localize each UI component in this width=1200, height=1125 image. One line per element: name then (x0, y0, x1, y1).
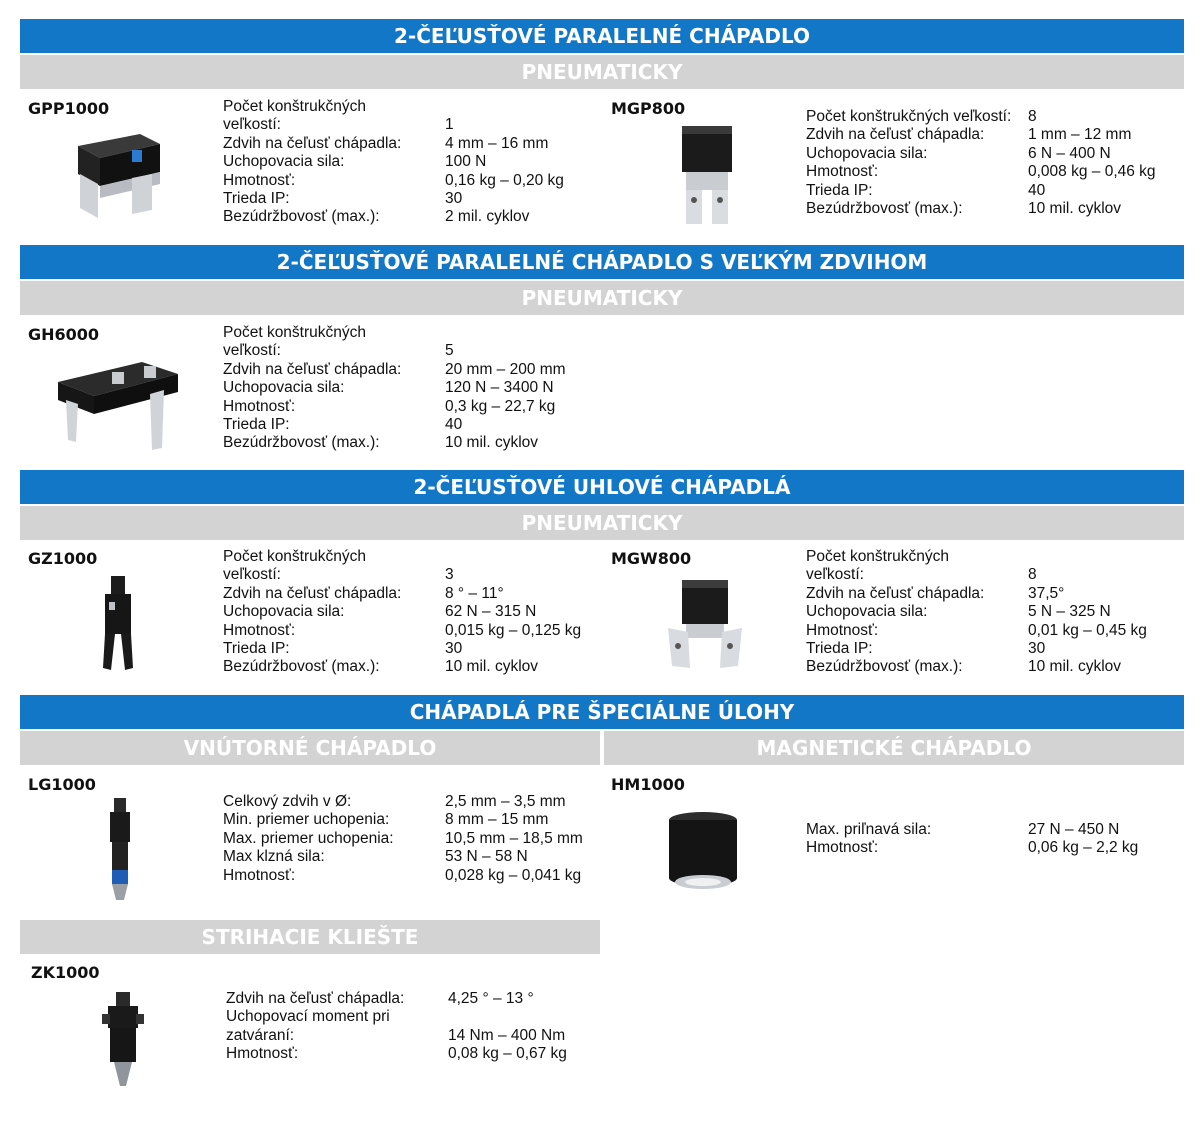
spec-row (223, 830, 583, 848)
spec-row (223, 190, 564, 208)
spec-label: Zdvih na čeľusť chápadla: (226, 990, 405, 1007)
spec-value: 4 mm – 16 mm (445, 134, 549, 152)
spec-label: Trieda IP: (223, 640, 290, 658)
spec-label: Zdvih na čeľusť chápadla: (806, 584, 985, 602)
spec-row (806, 839, 1138, 857)
mgw800-gripper-image (664, 576, 746, 676)
section-subtitle-bottom: STRIHACIE KLIEŠTE (20, 920, 600, 954)
spec-label: Max. priemer uchopenia: (223, 829, 394, 847)
zk1000-specs (226, 990, 567, 1064)
gpp1000-gripper-image (70, 128, 165, 223)
spec-value: 0,08 kg – 0,67 kg (448, 1045, 567, 1063)
spec-label: Uchopovací moment pri zatváraní: (226, 1008, 390, 1044)
spec-label: Bezúdržbovosť (max.): (806, 658, 963, 676)
spec-value: 10 mil. cyklov (445, 434, 539, 452)
spec-value: 40 (445, 416, 463, 434)
spec-label: Uchopovacia sila: (223, 153, 345, 171)
spec-label: Zdvih na čeľusť chápadla: (223, 134, 402, 152)
spec-value: 3 (445, 566, 454, 584)
spec-value: 37,5° (1028, 584, 1065, 602)
spec-label: Počet konštrukčných veľkostí: (223, 324, 367, 360)
section-subtitle-right: MAGNETICKÉ CHÁPADLO (604, 731, 1184, 765)
gpp1000-specs (223, 98, 564, 227)
spec-row (806, 548, 1147, 585)
spec-label: Počet konštrukčných veľkostí: (806, 108, 1012, 125)
spec-row (223, 153, 564, 171)
spec-label: Max klzná sila: (223, 848, 325, 866)
spec-row (223, 811, 583, 829)
spec-value: 27 N – 450 N (1028, 821, 1120, 838)
zk1000-gripper-image (100, 990, 146, 1090)
spec-label: Hmotnosť: (223, 171, 296, 189)
spec-row (223, 622, 581, 640)
spec-row (223, 793, 583, 811)
spec-label: Počet konštrukčných veľkostí: (223, 98, 367, 134)
spec-value: 10,5 mm – 18,5 mm (445, 829, 583, 847)
spec-value: 10 mil. cyklov (1028, 200, 1122, 218)
spec-row (223, 434, 566, 452)
spec-label: Uchopovacia sila: (223, 603, 345, 621)
spec-row (223, 658, 581, 676)
spec-label: Min. priemer uchopenia: (223, 811, 390, 829)
section-title: 2-ČEĽUSŤOVÉ PARALELNÉ CHÁPADLO (20, 19, 1184, 53)
lg1000-specs (223, 793, 583, 885)
spec-value: 0,015 kg – 0,125 kg (445, 621, 582, 639)
spec-value: 53 N – 58 N (445, 848, 528, 866)
spec-value: 6 N – 400 N (1028, 144, 1111, 162)
spec-label: Celkový zdvih v Ø: (223, 793, 352, 810)
spec-label: Hmotnosť: (806, 839, 879, 857)
spec-label: Hmotnosť: (223, 621, 296, 639)
spec-label: Uchopovacia sila: (806, 144, 928, 162)
spec-row (223, 867, 583, 885)
spec-value: 8 (1028, 566, 1037, 584)
spec-label: Trieda IP: (223, 416, 290, 434)
spec-row (806, 108, 1156, 126)
spec-row (806, 585, 1147, 603)
spec-row (223, 548, 581, 585)
mgp800-gripper-image (672, 120, 744, 230)
spec-row (223, 208, 564, 226)
hm1000-gripper-image (665, 810, 741, 895)
mgw800-specs (806, 548, 1147, 677)
spec-value: 0,008 kg – 0,46 kg (1028, 163, 1156, 181)
section-subtitle-left: VNÚTORNÉ CHÁPADLO (20, 731, 600, 765)
spec-value: 2 mil. cyklov (445, 208, 530, 226)
spec-label: Hmotnosť: (226, 1045, 299, 1063)
gz1000-specs (223, 548, 581, 677)
spec-label: Zdvih na čeľusť chápadla: (806, 126, 985, 144)
spec-row (806, 640, 1147, 658)
spec-row (226, 1008, 567, 1045)
spec-label: Hmotnosť: (806, 621, 879, 639)
product-name-mgp800: MGP800 (611, 99, 686, 118)
spec-value: 0,16 kg – 0,20 kg (445, 171, 564, 189)
section-subtitle: PNEUMATICKY (20, 281, 1184, 315)
spec-value: 30 (445, 640, 463, 658)
spec-row (806, 603, 1147, 621)
gz1000-gripper-image (95, 574, 141, 674)
spec-value: 10 mil. cyklov (445, 658, 539, 676)
hm1000-specs (806, 821, 1138, 858)
gh6000-gripper-image (52, 352, 182, 452)
spec-row (806, 126, 1156, 144)
spec-value: 120 N – 3400 N (445, 379, 554, 397)
spec-row (806, 145, 1156, 163)
spec-row (223, 98, 564, 135)
section-title: 2-ČEĽUSŤOVÉ UHLOVÉ CHÁPADLÁ (20, 470, 1184, 504)
section-subtitle: PNEUMATICKY (20, 506, 1184, 540)
spec-label: Bezúdržbovosť (max.): (223, 208, 380, 226)
spec-row (806, 821, 1138, 839)
product-name-lg1000: LG1000 (28, 775, 96, 794)
product-name-gz1000: GZ1000 (28, 549, 98, 568)
spec-row (223, 361, 566, 379)
spec-label: Bezúdržbovosť (max.): (223, 434, 380, 452)
spec-row (806, 200, 1156, 218)
spec-label: Hmotnosť: (223, 397, 296, 415)
product-name-zk1000: ZK1000 (31, 963, 100, 982)
spec-value: 0,06 kg – 2,2 kg (1028, 839, 1139, 857)
spec-value: 10 mil. cyklov (1028, 658, 1122, 676)
spec-label: Trieda IP: (806, 640, 873, 658)
spec-value: 0,3 kg – 22,7 kg (445, 397, 556, 415)
mgp800-specs (806, 108, 1156, 218)
spec-label: Uchopovacia sila: (223, 379, 345, 397)
spec-value: 5 (445, 342, 454, 360)
spec-row (223, 324, 566, 361)
spec-row (806, 622, 1147, 640)
section-title: 2-ČEĽUSŤOVÉ PARALELNÉ CHÁPADLO S VEĽKÝM ZDVIHOM (20, 245, 1184, 279)
spec-row (806, 163, 1156, 181)
spec-row (223, 848, 583, 866)
spec-value: 14 Nm – 400 Nm (448, 1026, 566, 1044)
lg1000-gripper-image (104, 796, 136, 904)
spec-row (226, 990, 567, 1008)
product-name-gpp1000: GPP1000 (28, 99, 110, 118)
spec-label: Max. priľnavá sila: (806, 821, 932, 838)
spec-label: Trieda IP: (806, 181, 873, 199)
spec-value: 30 (445, 190, 463, 208)
product-name-hm1000: HM1000 (611, 775, 685, 794)
spec-value: 100 N (445, 153, 487, 171)
spec-row (223, 379, 566, 397)
spec-label: Počet konštrukčných veľkostí: (223, 548, 367, 584)
product-name-mgw800: MGW800 (611, 549, 692, 568)
spec-value: 0,028 kg – 0,041 kg (445, 866, 582, 884)
spec-value: 2,5 mm – 3,5 mm (445, 793, 566, 810)
spec-value: 0,01 kg – 0,45 kg (1028, 621, 1147, 639)
gh6000-specs (223, 324, 566, 453)
spec-row (223, 585, 581, 603)
section-subtitle: PNEUMATICKY (20, 55, 1184, 89)
spec-label: Bezúdržbovosť (max.): (223, 658, 380, 676)
spec-label: Uchopovacia sila: (806, 603, 928, 621)
spec-label: Zdvih na čeľusť chápadla: (223, 584, 402, 602)
spec-value: 40 (1028, 181, 1046, 199)
spec-value: 20 mm – 200 mm (445, 360, 566, 378)
spec-row (223, 398, 566, 416)
spec-row (226, 1045, 567, 1063)
spec-value: 62 N – 315 N (445, 603, 537, 621)
spec-row (223, 416, 566, 434)
spec-label: Hmotnosť: (806, 163, 879, 181)
spec-value: 1 mm – 12 mm (1028, 126, 1132, 144)
spec-row (806, 658, 1147, 676)
spec-row (223, 135, 564, 153)
spec-value: 8 ° – 11° (445, 584, 504, 602)
spec-row (806, 182, 1156, 200)
product-name-gh6000: GH6000 (28, 325, 100, 344)
spec-row (223, 172, 564, 190)
spec-row (223, 640, 581, 658)
section-title: CHÁPADLÁ PRE ŠPECIÁLNE ÚLOHY (20, 695, 1184, 729)
spec-label: Trieda IP: (223, 190, 290, 208)
spec-label: Počet konštrukčných veľkostí: (806, 548, 950, 584)
spec-row (223, 603, 581, 621)
spec-label: Zdvih na čeľusť chápadla: (223, 360, 402, 378)
spec-label: Bezúdržbovosť (max.): (806, 200, 963, 218)
spec-value: 8 (1028, 108, 1037, 125)
spec-value: 30 (1028, 640, 1046, 658)
spec-value: 1 (445, 116, 454, 134)
spec-label: Hmotnosť: (223, 866, 296, 884)
spec-value: 8 mm – 15 mm (445, 811, 549, 829)
spec-value: 4,25 ° – 13 ° (448, 990, 534, 1007)
spec-value: 5 N – 325 N (1028, 603, 1111, 621)
